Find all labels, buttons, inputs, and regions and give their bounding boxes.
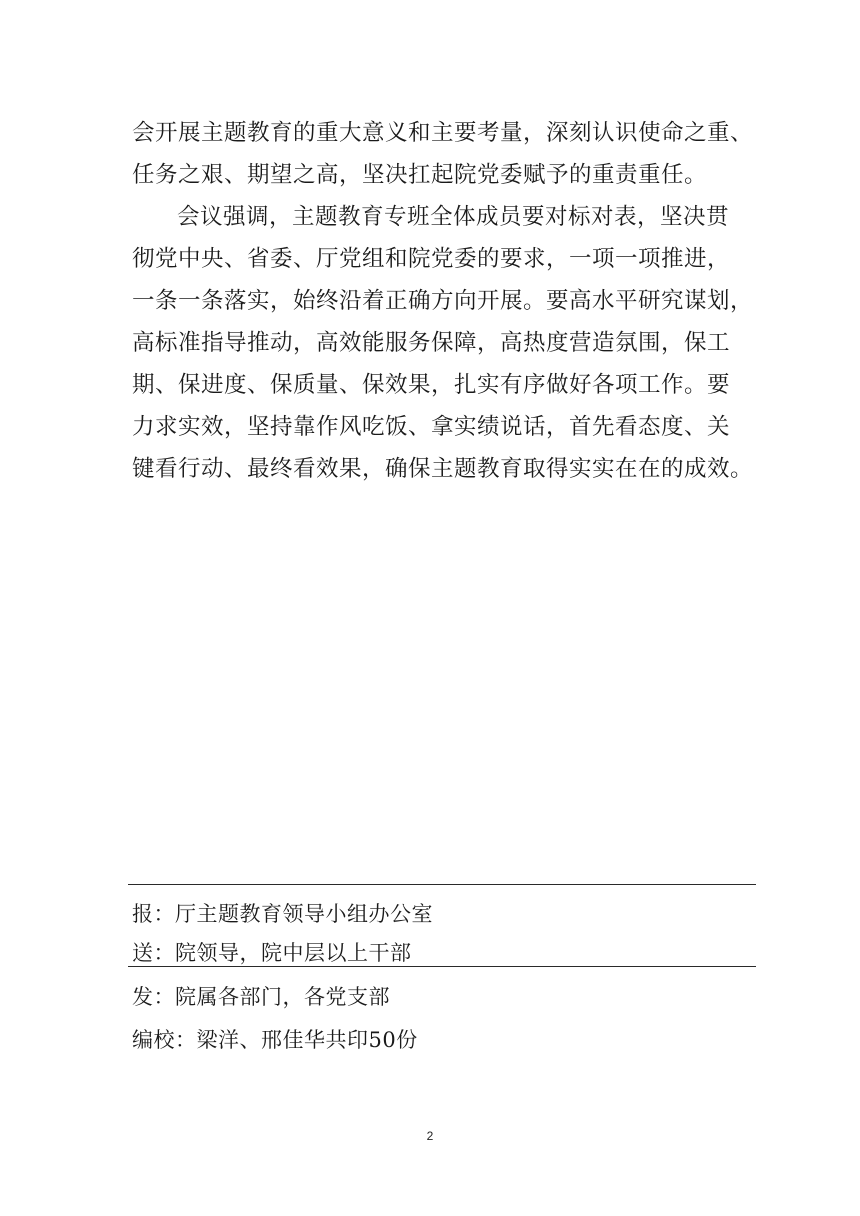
paragraph-line: 会开展主题教育的重大意义和主要考量，深刻认识使命之重、: [132, 120, 754, 146]
footer-middle-rule: [128, 966, 756, 967]
footer-top-rule: [128, 884, 756, 885]
distribute-to-line: 发：院属各部门，各党支部: [132, 985, 390, 1009]
paragraph-line: 彻党中央、省委、厅党组和院党委的要求，一项一项推进，: [132, 246, 731, 272]
report-to-line: 报：厅主题教育领导小组办公室: [132, 902, 433, 926]
paragraph-line: 一条一条落实，始终沿着正确方向开展。要高水平研究谋划，: [132, 288, 754, 314]
paragraph-line: 会议强调，主题教育专班全体成员要对标对表，坚决贯: [177, 204, 730, 230]
paragraph-line: 高标准指导推动，高效能服务保障，高热度营造氛围，保工: [132, 330, 731, 356]
paragraph-line: 期、保进度、保质量、保效果，扎实有序做好各项工作。要: [132, 372, 731, 398]
body-text: [132, 112, 752, 490]
paragraph-line: 键看行动、最终看效果，确保主题教育取得实实在在的成效。: [132, 456, 754, 482]
page-number: 2: [426, 1129, 434, 1143]
proofread-line: 编校：梁洋、邢佳华共印50份: [132, 1028, 418, 1052]
paragraph-line: 任务之艰、期望之高，坚决扛起院党委赋予的重责重任。: [132, 162, 708, 188]
paragraph-line: 力求实效，坚持靠作风吃饭、拿实绩说话，首先看态度、关: [132, 414, 731, 440]
send-to-line: 送：院领导，院中层以上干部: [132, 941, 412, 965]
